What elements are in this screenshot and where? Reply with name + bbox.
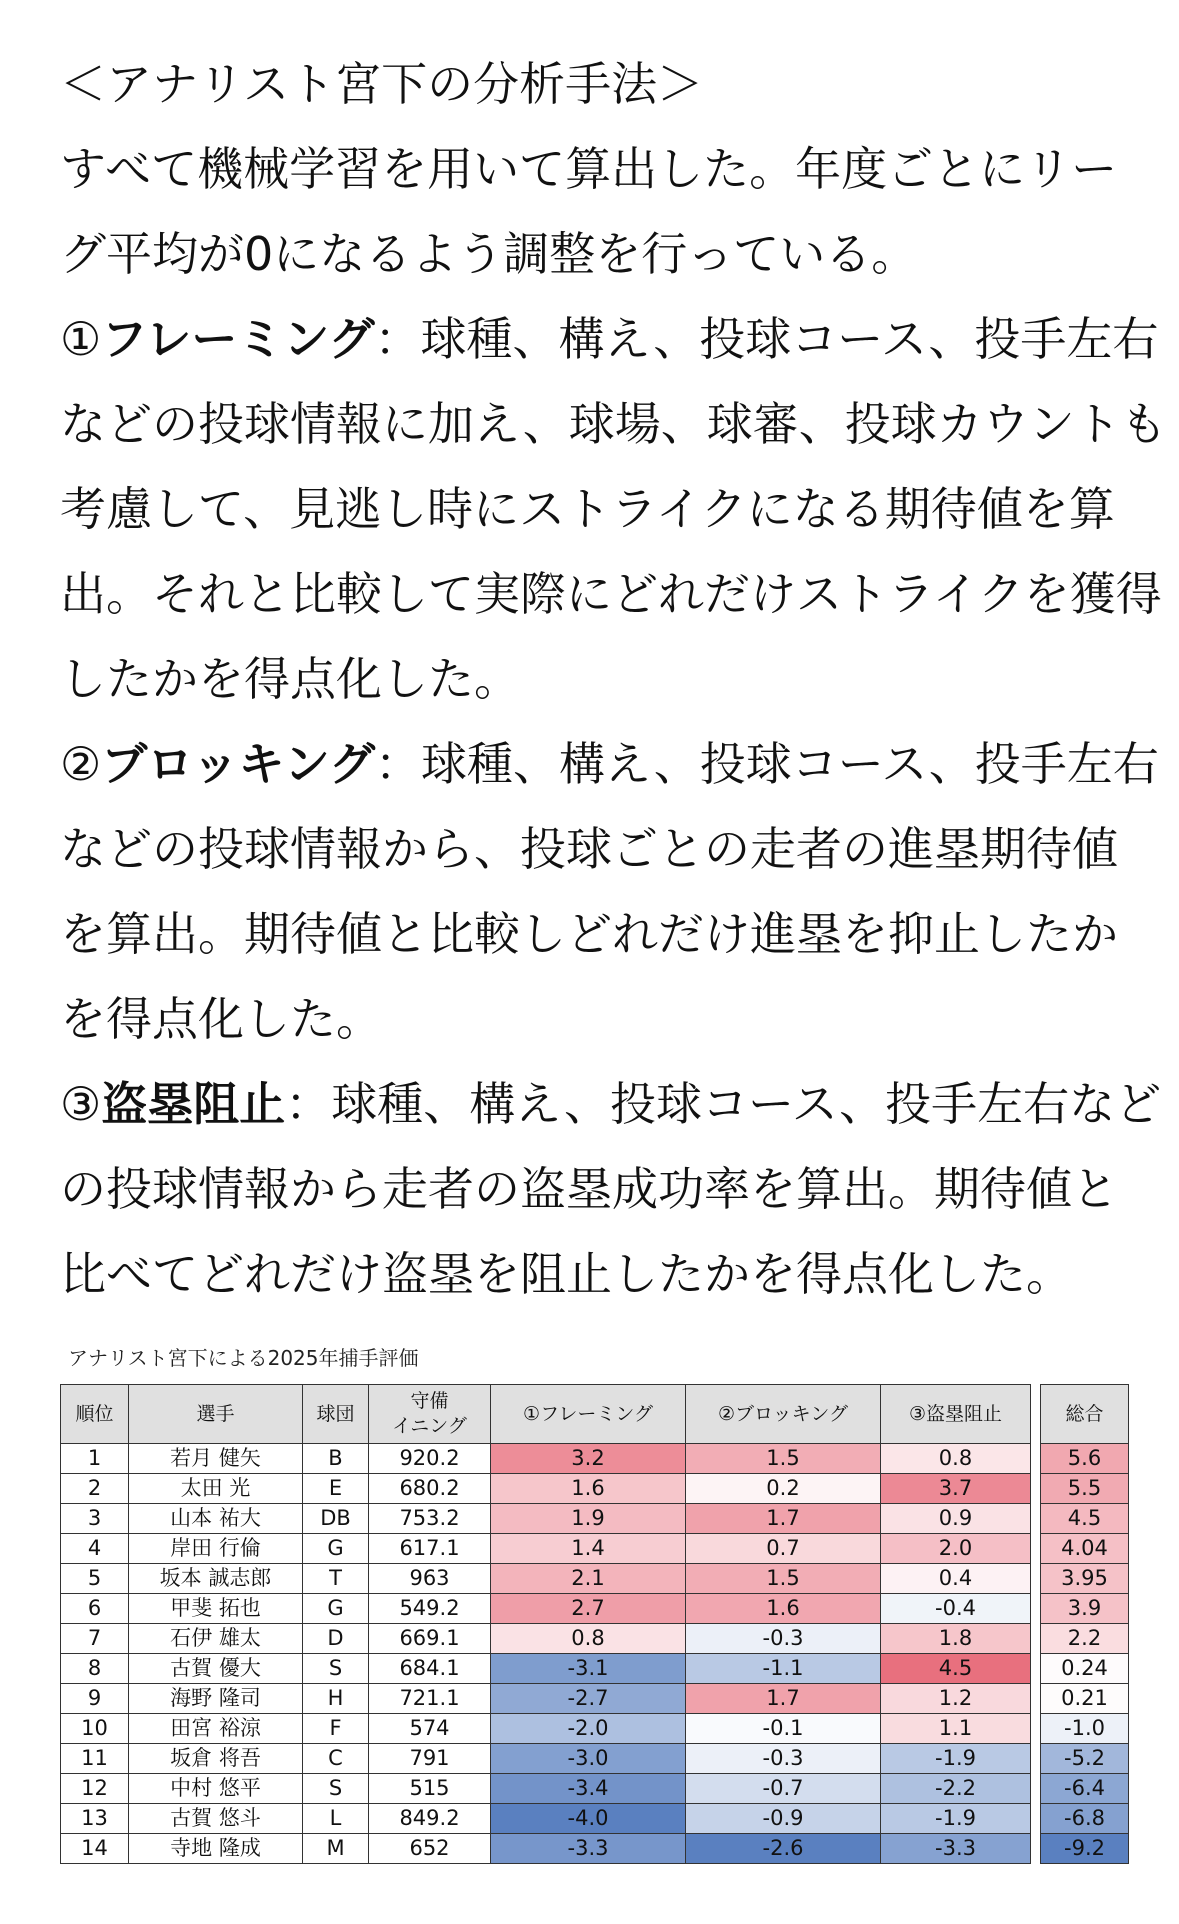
- section-framing-number: ①: [60, 312, 102, 366]
- column-gap: [1031, 1444, 1041, 1474]
- cell-team: F: [303, 1714, 369, 1744]
- cell-team: G: [303, 1594, 369, 1624]
- cell-steal: 3.7: [881, 1474, 1031, 1504]
- column-gap: [1031, 1564, 1041, 1594]
- cell-rank: 8: [61, 1654, 129, 1684]
- cell-steal: 1.1: [881, 1714, 1031, 1744]
- section-steal-line-3: 比べてどれだけ盗塁を阻止したかを得点化した。: [60, 1247, 1072, 1301]
- cell-framing: -3.1: [491, 1654, 686, 1684]
- cell-rank: 7: [61, 1624, 129, 1654]
- cell-blocking: -0.3: [686, 1744, 881, 1774]
- column-gap: [1031, 1804, 1041, 1834]
- section-blocking-line-3: を算出。期待値と比較しどれだけ進塁を抑止したか: [60, 907, 1118, 961]
- header-player: 選手: [129, 1385, 303, 1444]
- article-body: [60, 42, 1167, 1317]
- section-steal-line-2: の投球情報から走者の盗塁成功率を算出。期待値と: [60, 1162, 1118, 1216]
- cell-total: -6.4: [1041, 1774, 1129, 1804]
- table-row: [61, 1744, 1129, 1774]
- cell-framing: 1.6: [491, 1474, 686, 1504]
- section-framing-line-3: 考慮して、見逃し時にストライクになる期待値を算: [60, 482, 1115, 536]
- cell-framing: -3.0: [491, 1744, 686, 1774]
- cell-team: D: [303, 1624, 369, 1654]
- cell-total: 5.5: [1041, 1474, 1129, 1504]
- cell-framing: 2.1: [491, 1564, 686, 1594]
- header-total: 総合: [1041, 1385, 1129, 1444]
- table-body: [61, 1444, 1129, 1864]
- cell-steal: -2.2: [881, 1774, 1031, 1804]
- cell-rank: 10: [61, 1714, 129, 1744]
- cell-framing: 0.8: [491, 1624, 686, 1654]
- table-row: [61, 1654, 1129, 1684]
- cell-steal: 4.5: [881, 1654, 1031, 1684]
- cell-total: -6.8: [1041, 1804, 1129, 1834]
- cell-innings: 652: [369, 1834, 491, 1864]
- section-framing-line-4: 出。それと比較して実際にどれだけストライクを獲得: [60, 567, 1162, 621]
- cell-blocking: -0.7: [686, 1774, 881, 1804]
- cell-total: 0.21: [1041, 1684, 1129, 1714]
- cell-player: 中村 悠平: [129, 1774, 303, 1804]
- cell-blocking: 0.2: [686, 1474, 881, 1504]
- cell-team: B: [303, 1444, 369, 1474]
- cell-team: G: [303, 1534, 369, 1564]
- cell-framing: -3.4: [491, 1774, 686, 1804]
- cell-total: 0.24: [1041, 1654, 1129, 1684]
- section-framing-text-1: ：球種、構え、投球コース、投手左右: [374, 312, 1159, 366]
- cell-total: -9.2: [1041, 1834, 1129, 1864]
- column-gap: [1031, 1744, 1041, 1774]
- cell-innings: 515: [369, 1774, 491, 1804]
- section-steal-number: ③: [60, 1077, 102, 1131]
- cell-player: 海野 隆司: [129, 1684, 303, 1714]
- cell-team: H: [303, 1684, 369, 1714]
- cell-blocking: 0.7: [686, 1534, 881, 1564]
- cell-player: 山本 祐大: [129, 1504, 303, 1534]
- cell-innings: 753.2: [369, 1504, 491, 1534]
- cell-innings: 549.2: [369, 1594, 491, 1624]
- article-heading: ＜アナリスト宮下の分析手法＞: [60, 57, 704, 111]
- table-row: [61, 1714, 1129, 1744]
- cell-steal: 0.9: [881, 1504, 1031, 1534]
- section-steal-title: 盗塁阻止: [101, 1077, 286, 1131]
- column-gap: [1031, 1834, 1041, 1864]
- column-gap: [1031, 1684, 1041, 1714]
- cell-blocking: -2.6: [686, 1834, 881, 1864]
- cell-blocking: 1.5: [686, 1564, 881, 1594]
- cell-steal: -1.9: [881, 1744, 1031, 1774]
- cell-blocking: -0.3: [686, 1624, 881, 1654]
- column-gap: [1031, 1774, 1041, 1804]
- table-row: [61, 1444, 1129, 1474]
- table-row: [61, 1564, 1129, 1594]
- cell-team: M: [303, 1834, 369, 1864]
- cell-rank: 13: [61, 1804, 129, 1834]
- section-blocking-line-1: [60, 722, 1159, 807]
- cell-innings: 680.2: [369, 1474, 491, 1504]
- cell-innings: 721.1: [369, 1684, 491, 1714]
- table-row: [61, 1804, 1129, 1834]
- cell-innings: 617.1: [369, 1534, 491, 1564]
- section-blocking-title: ブロッキング: [101, 737, 375, 791]
- cell-framing: -4.0: [491, 1804, 686, 1834]
- section-framing-line-5: したかを得点化した。: [60, 652, 520, 706]
- cell-player: 田宮 裕涼: [129, 1714, 303, 1744]
- cell-total: 3.95: [1041, 1564, 1129, 1594]
- cell-blocking: -0.1: [686, 1714, 881, 1744]
- column-gap: [1031, 1474, 1041, 1504]
- cell-framing: -2.7: [491, 1684, 686, 1714]
- column-gap: [1031, 1385, 1041, 1444]
- section-blocking-number: ②: [60, 737, 102, 791]
- column-gap: [1031, 1654, 1041, 1684]
- table-row: [61, 1534, 1129, 1564]
- column-gap: [1031, 1504, 1041, 1534]
- cell-total: 4.04: [1041, 1534, 1129, 1564]
- cell-rank: 4: [61, 1534, 129, 1564]
- cell-steal: 1.2: [881, 1684, 1031, 1714]
- intro-line-2: グ平均が0になるよう調整を行っている。: [60, 227, 918, 281]
- cell-team: T: [303, 1564, 369, 1594]
- cell-rank: 3: [61, 1504, 129, 1534]
- cell-player: 太田 光: [129, 1474, 303, 1504]
- cell-total: 2.2: [1041, 1624, 1129, 1654]
- section-blocking-line-4: を得点化した。: [60, 992, 382, 1046]
- table-row: [61, 1834, 1129, 1864]
- cell-team: DB: [303, 1504, 369, 1534]
- table-row: [61, 1504, 1129, 1534]
- cell-blocking: 1.5: [686, 1444, 881, 1474]
- cell-total: -5.2: [1041, 1744, 1129, 1774]
- cell-total: 3.9: [1041, 1594, 1129, 1624]
- table-row: [61, 1594, 1129, 1624]
- cell-innings: 574: [369, 1714, 491, 1744]
- cell-blocking: 1.7: [686, 1504, 881, 1534]
- table-row: [61, 1474, 1129, 1504]
- table-title: アナリスト宮下による2025年捕手評価: [68, 1346, 419, 1370]
- header-innings: 守備 イニング: [369, 1385, 491, 1444]
- header-rank: 順位: [61, 1385, 129, 1444]
- cell-steal: -1.9: [881, 1804, 1031, 1834]
- cell-framing: -3.3: [491, 1834, 686, 1864]
- cell-blocking: 1.7: [686, 1684, 881, 1714]
- cell-player: 岸田 行倫: [129, 1534, 303, 1564]
- cell-framing: 1.4: [491, 1534, 686, 1564]
- header-team: 球団: [303, 1385, 369, 1444]
- cell-team: C: [303, 1744, 369, 1774]
- table-row: [61, 1684, 1129, 1714]
- cell-total: 4.5: [1041, 1504, 1129, 1534]
- table-row: [61, 1774, 1129, 1804]
- cell-innings: 684.1: [369, 1654, 491, 1684]
- cell-steal: -3.3: [881, 1834, 1031, 1864]
- cell-framing: 2.7: [491, 1594, 686, 1624]
- cell-blocking: 1.6: [686, 1594, 881, 1624]
- cell-rank: 1: [61, 1444, 129, 1474]
- cell-blocking: -1.1: [686, 1654, 881, 1684]
- column-gap: [1031, 1624, 1041, 1654]
- cell-steal: -0.4: [881, 1594, 1031, 1624]
- cell-rank: 5: [61, 1564, 129, 1594]
- cell-player: 寺地 隆成: [129, 1834, 303, 1864]
- cell-rank: 9: [61, 1684, 129, 1714]
- cell-rank: 2: [61, 1474, 129, 1504]
- cell-player: 古賀 悠斗: [129, 1804, 303, 1834]
- cell-team: S: [303, 1774, 369, 1804]
- cell-player: 甲斐 拓也: [129, 1594, 303, 1624]
- catcher-evaluation-table: [60, 1384, 1129, 1864]
- section-blocking-line-2: などの投球情報から、投球ごとの走者の進塁期待値: [60, 822, 1118, 876]
- cell-steal: 0.4: [881, 1564, 1031, 1594]
- cell-player: 石伊 雄太: [129, 1624, 303, 1654]
- cell-total: -1.0: [1041, 1714, 1129, 1744]
- cell-blocking: -0.9: [686, 1804, 881, 1834]
- table-row: [61, 1624, 1129, 1654]
- cell-innings: 849.2: [369, 1804, 491, 1834]
- cell-player: 坂本 誠志郎: [129, 1564, 303, 1594]
- section-framing-title: フレーミング: [101, 312, 375, 366]
- section-blocking-text-1: ：球種、構え、投球コース、投手左右: [374, 737, 1159, 791]
- cell-framing: -2.0: [491, 1714, 686, 1744]
- cell-innings: 791: [369, 1744, 491, 1774]
- header-framing: ①フレーミング: [491, 1385, 686, 1444]
- cell-rank: 14: [61, 1834, 129, 1864]
- header-steal: ③盗塁阻止: [881, 1385, 1031, 1444]
- cell-rank: 12: [61, 1774, 129, 1804]
- header-blocking: ②ブロッキング: [686, 1385, 881, 1444]
- cell-steal: 2.0: [881, 1534, 1031, 1564]
- table-header-row: [61, 1385, 1129, 1444]
- column-gap: [1031, 1594, 1041, 1624]
- section-framing-line-2: などの投球情報に加え、球場、球審、投球カウントも: [60, 397, 1167, 451]
- intro-line-1: すべて機械学習を用いて算出した。年度ごとにリー: [60, 142, 1118, 196]
- cell-total: 5.6: [1041, 1444, 1129, 1474]
- cell-team: L: [303, 1804, 369, 1834]
- column-gap: [1031, 1714, 1041, 1744]
- cell-framing: 1.9: [491, 1504, 686, 1534]
- cell-innings: 920.2: [369, 1444, 491, 1474]
- section-steal-text-1: ：球種、構え、投球コース、投手左右など: [285, 1077, 1162, 1131]
- section-steal-line-1: [60, 1062, 1162, 1147]
- cell-rank: 11: [61, 1744, 129, 1774]
- cell-player: 若月 健矢: [129, 1444, 303, 1474]
- column-gap: [1031, 1534, 1041, 1564]
- section-framing-line-1: [60, 297, 1159, 382]
- cell-rank: 6: [61, 1594, 129, 1624]
- cell-framing: 3.2: [491, 1444, 686, 1474]
- cell-innings: 669.1: [369, 1624, 491, 1654]
- cell-innings: 963: [369, 1564, 491, 1594]
- cell-steal: 0.8: [881, 1444, 1031, 1474]
- cell-team: E: [303, 1474, 369, 1504]
- cell-steal: 1.8: [881, 1624, 1031, 1654]
- cell-player: 坂倉 将吾: [129, 1744, 303, 1774]
- cell-player: 古賀 優大: [129, 1654, 303, 1684]
- cell-team: S: [303, 1654, 369, 1684]
